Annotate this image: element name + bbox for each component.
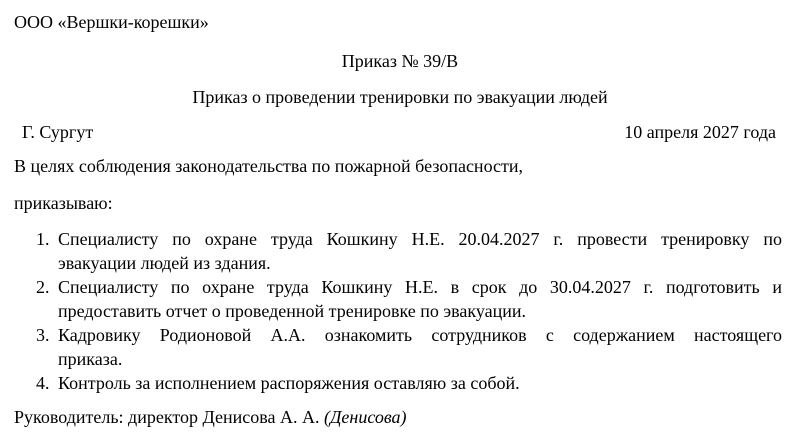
order-number: Приказ № 39/В — [341, 51, 459, 71]
list-item-text-line: эвакуации людей из здания. — [58, 253, 271, 273]
organization-name: ООО «Вершки-корешки» — [14, 12, 209, 32]
list-item-number: 2. — [36, 277, 50, 297]
order-city: Г. Сургут — [22, 122, 94, 142]
order-date: 10 апреля 2027 года — [624, 122, 776, 142]
list-item-number: 1. — [36, 229, 50, 249]
order-title: Приказ о проведении тренировки по эвакуации людей — [192, 87, 608, 107]
signature-label: Руководитель: директор Денисова А. А. — [14, 407, 320, 427]
list-item-text-line: приказа. — [58, 349, 123, 369]
list-item-text-line: Кадровику Родионовой А.А. ознакомить сотрудников с содержанием настоящего — [58, 325, 782, 345]
list-item-number: 3. — [36, 325, 50, 345]
order-preamble: В целях соблюдения законодательства по пожарной безопасности, — [14, 156, 524, 176]
list-item-text-line: Специалисту по охране труда Кошкину Н.Е. в срок до 30.04.2027 г. подготовить и — [58, 277, 782, 297]
list-item-number: 4. — [36, 373, 50, 393]
order-command: приказываю: — [14, 193, 113, 213]
list-item-text-line: предоставить отчет о проведенной тренировке по эвакуации. — [58, 301, 526, 321]
list-item-text-line: Специалисту по охране труда Кошкину Н.Е. 20.04.2027 г. провести тренировку по — [58, 229, 782, 249]
signature-handwritten: (Денисова) — [323, 407, 407, 427]
signature-block — [14, 406, 407, 428]
list-item-text-line: Контроль за исполнением распоряжения оставляю за собой. — [58, 373, 520, 393]
